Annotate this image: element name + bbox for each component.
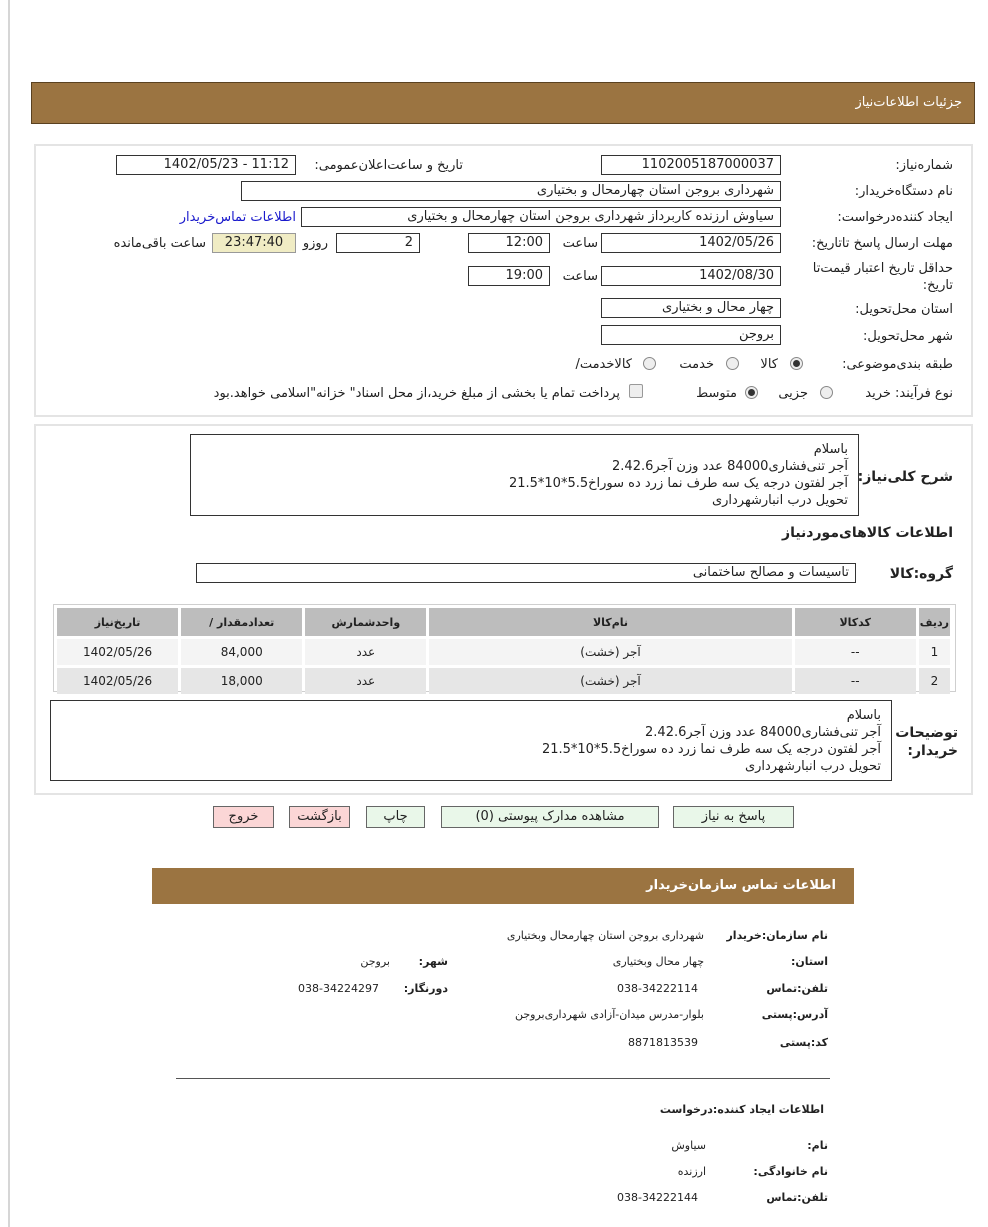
city-label: شهر محل‌تحویل:	[863, 329, 953, 344]
process-radio-medium[interactable]	[745, 386, 758, 399]
deadline-time-label: ساعت	[562, 236, 598, 251]
buyer-desc-line: آجر لفتون درجه یک سه طرف نما زرد ده سوراخ5.5*10*21.5	[541, 742, 881, 757]
deadline-label: مهلت ارسال پاسخ تا‌تاریخ:	[811, 236, 953, 251]
general-desc-line: باسلام	[813, 442, 848, 457]
remaining-label: ساعت باقی‌مانده	[113, 236, 206, 251]
creator-phone-value: 038-34222144	[617, 1191, 698, 1204]
cell-date: 1402/05/26	[57, 639, 178, 665]
min-validity-time-label: ساعت	[562, 269, 598, 284]
category-label: طبقه بندی‌موضوعی:	[842, 357, 953, 372]
general-desc-label: شرح کلی‌نیاز:	[857, 469, 953, 485]
category-radio-goods-service[interactable]	[643, 357, 656, 370]
buyer-desc-label-buyer: خریدار:	[907, 743, 958, 759]
exit-button[interactable]: خروج	[213, 806, 274, 828]
goods-group-field[interactable]: تاسیسات و مصالح ساختمانی	[196, 563, 856, 583]
need-number-field[interactable]: 1102005187000037	[601, 155, 781, 175]
contact-org-value: شهرداری بروجن استان چهارمحال وبختیاری	[506, 929, 704, 942]
days-remaining-field[interactable]: 2	[336, 233, 420, 253]
cell-name: آجر (خشت)	[429, 668, 791, 694]
table-row	[57, 639, 950, 665]
reply-button[interactable]: پاسخ به نیاز	[673, 806, 794, 828]
contact-phone-value: 038-34222114	[617, 982, 698, 995]
creator-field[interactable]: سیاوش ارزنده کاربرداز شهرداری بروجن استان چهارمحال و بختیاری	[301, 207, 781, 227]
buyer-contact-link[interactable]: اطلاعات تماس‌خریدار	[179, 210, 296, 225]
contact-province-label: استان:	[791, 955, 828, 968]
details-header-title: جزئیات اطلاعات‌نیاز	[855, 95, 962, 110]
buyer-org-label: نام دستگاه‌خریدار:	[854, 184, 953, 199]
general-desc-line: آجر تنی‌فشاری84000 عدد وزن آجر2.42.6	[612, 459, 848, 474]
contact-divider	[176, 1078, 830, 1079]
contact-address-value: بلوار-مدرس میدان-آزادی شهرداری‌بروجن	[515, 1008, 704, 1021]
cell-qty: 84,000	[181, 639, 302, 665]
cell-code: --	[795, 668, 916, 694]
province-label: استان محل‌تحویل:	[855, 302, 953, 317]
col-unit: واحدشمارش	[305, 608, 426, 636]
cell-unit: عدد	[305, 668, 426, 694]
creator-section-title: اطلاعات ایجاد کننده:درخواست	[659, 1103, 824, 1116]
category-option-goods: کالا	[760, 357, 778, 372]
general-desc-line: تحویل درب انبارشهرداری	[711, 493, 848, 508]
need-number-label: شماره‌نیاز:	[895, 158, 953, 173]
contact-city-value: بروجن	[360, 955, 390, 968]
col-date: تاریخ‌نیاز	[57, 608, 178, 636]
announce-field[interactable]: 1402/05/23 - 11:12	[116, 155, 296, 175]
buyer-contact-title: اطلاعات تماس سازمان‌خریدار	[646, 878, 836, 893]
col-qty: تعدادمقدار /	[181, 608, 302, 636]
attachments-button[interactable]: مشاهده مدارک پیوستی (0)	[441, 806, 659, 828]
contact-postal-value: 8871813539	[628, 1036, 698, 1049]
contact-fax-value: 038-34224297	[298, 982, 379, 995]
contact-org-label: نام سازمان:خریدار	[726, 929, 828, 942]
min-validity-label-date: تاریخ:	[922, 278, 953, 293]
general-desc-box	[190, 434, 859, 516]
back-button[interactable]: بازگشت	[289, 806, 350, 828]
contact-fax-label: دورنگار:	[403, 982, 448, 995]
contact-address-label: آدرس:پستی	[761, 1008, 828, 1021]
process-option-minor: جزیی	[778, 386, 808, 401]
goods-section-title: اطلاعات کالاهای‌موردنیاز	[782, 525, 953, 541]
buyer-org-field[interactable]: شهرداری بروجن استان چهارمحال و بختیاری	[241, 181, 781, 201]
contact-phone-label: تلفن:تماس	[766, 982, 828, 995]
col-code: کدکالا	[795, 608, 916, 636]
buyer-desc-line: آجر تنی‌فشاری84000 عدد وزن آجر2.42.6	[645, 725, 881, 740]
cell-name: آجر (خشت)	[429, 639, 791, 665]
city-field[interactable]: بروجن	[601, 325, 781, 345]
category-option-goods-service: کالا‌خدمت/	[575, 357, 632, 372]
creator-label: ایجاد کننده‌درخواست:	[837, 210, 953, 225]
treasury-payment-checkbox[interactable]	[629, 384, 643, 398]
goods-table-header	[57, 608, 950, 636]
buyer-desc-line: باسلام	[846, 708, 881, 723]
min-validity-label: حداقل تاریخ اعتبار قیمت‌تا	[812, 261, 953, 276]
category-option-service: خدمت	[679, 357, 714, 372]
creator-name-value: سیاوش	[671, 1139, 706, 1152]
process-label: نوع فرآیند: خرید	[865, 386, 953, 401]
buyer-contact-header	[152, 868, 854, 904]
days-label: روزو	[302, 236, 328, 251]
cell-date: 1402/05/26	[57, 668, 178, 694]
goods-table-wrapper	[53, 604, 956, 692]
creator-phone-label: تلفن:تماس	[766, 1191, 828, 1204]
process-radio-minor[interactable]	[820, 386, 833, 399]
col-name: نام‌کالا	[429, 608, 791, 636]
category-radio-goods[interactable]	[790, 357, 803, 370]
process-option-medium: متوسط	[696, 386, 737, 401]
buyer-desc-line: تحویل درب انبارشهرداری	[744, 759, 881, 774]
cell-row: 2	[919, 668, 950, 694]
table-row	[57, 668, 950, 694]
print-button[interactable]: چاپ	[366, 806, 425, 828]
creator-family-value: ارزنده	[677, 1165, 706, 1178]
col-row: ردیف	[919, 608, 950, 636]
contact-city-label: شهر:	[418, 955, 448, 968]
goods-table	[54, 605, 953, 697]
cell-code: --	[795, 639, 916, 665]
province-field[interactable]: چهار محال و بختیاری	[601, 298, 781, 318]
deadline-time-field[interactable]: 12:00	[468, 233, 550, 253]
min-validity-date-field[interactable]: 1402/08/30	[601, 266, 781, 286]
min-validity-time-field[interactable]: 19:00	[468, 266, 550, 286]
cell-row: 1	[919, 639, 950, 665]
cell-qty: 18,000	[181, 668, 302, 694]
page-left-border	[8, 0, 10, 1227]
details-header	[31, 82, 975, 124]
creator-family-label: نام خانوادگی:	[753, 1165, 828, 1178]
buyer-desc-box	[50, 700, 892, 781]
buyer-desc-label: توضیحات	[895, 725, 958, 741]
general-desc-line: آجر لفتون درجه یک سه طرف نما زرد ده سوراخ5.5*10*21.5	[508, 476, 848, 491]
remaining-timer: 23:47:40	[212, 233, 296, 253]
cell-unit: عدد	[305, 639, 426, 665]
category-radio-service[interactable]	[726, 357, 739, 370]
goods-group-label: گروه‌:کالا	[889, 566, 953, 582]
announce-label: تاریخ و ساعت‌اعلان‌عمومی:	[314, 158, 463, 173]
contact-province-value: چهار محال وبختیاری	[612, 955, 704, 968]
creator-name-label: نام:	[807, 1139, 828, 1152]
treasury-payment-note: پرداخت تمام یا بخشی از مبلغ خرید،از محل اسناد" خزانه"اسلامی خواهد.بود	[213, 386, 620, 401]
deadline-date-field[interactable]: 1402/05/26	[601, 233, 781, 253]
contact-postal-label: کد:پستی	[779, 1036, 828, 1049]
